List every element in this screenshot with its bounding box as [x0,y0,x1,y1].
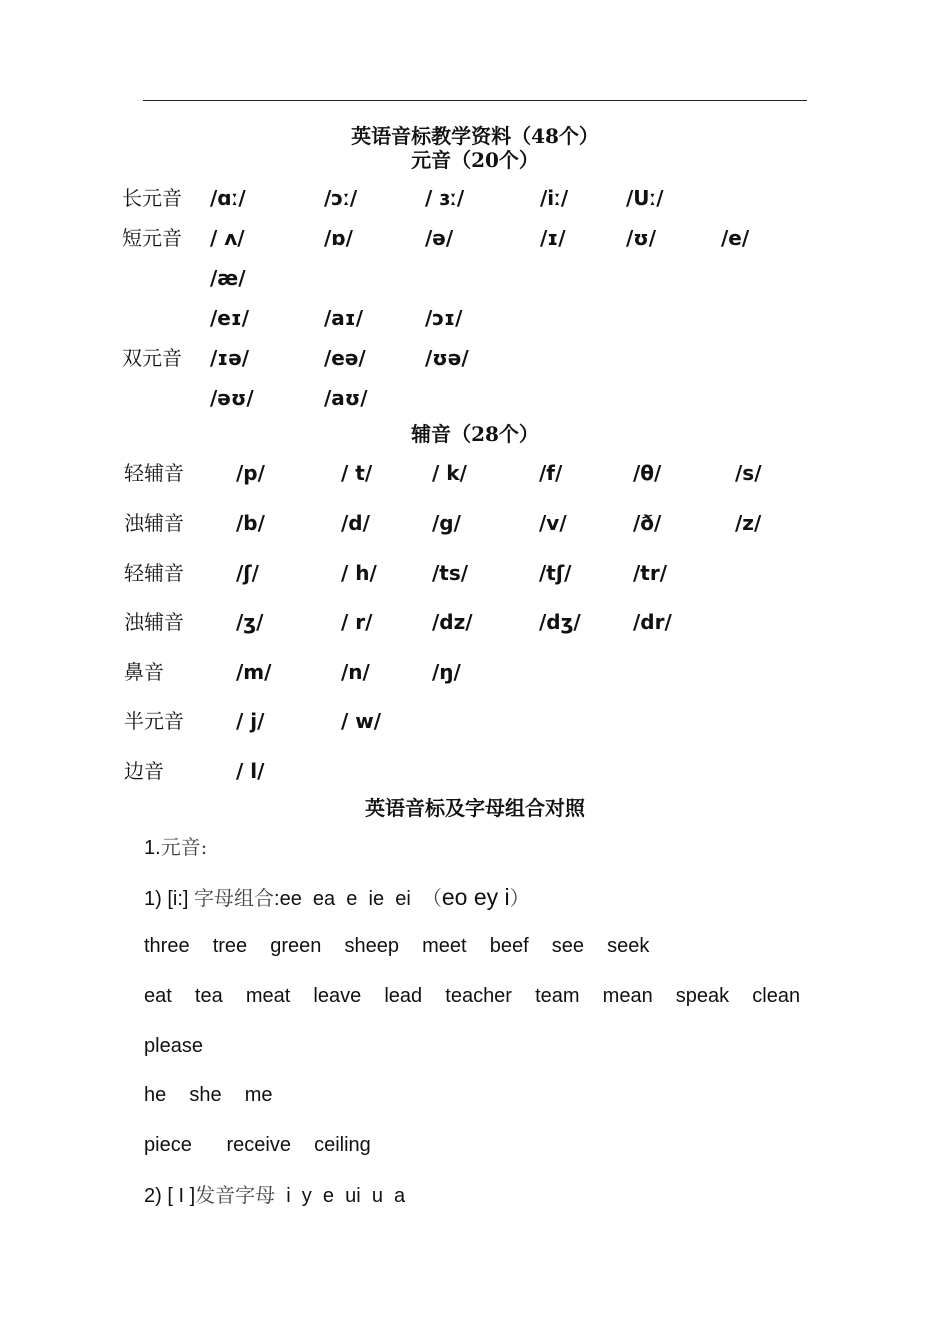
ipa-symbol: /e/ [721,226,750,250]
section-number: 1. [144,837,161,859]
ipa-symbol: /b/ [236,511,265,535]
word-line: three tree green sheep meet beef see seek [144,935,650,957]
ipa-symbol: / ɜː/ [425,186,465,210]
word-line: eat tea meat leave lead teacher team mean speak clean [144,985,801,1007]
extra-close-paren: ） [509,886,530,910]
ipa-symbol: /θ/ [633,461,662,485]
row-label: 轻辅音 [124,561,184,585]
consonant-heading: 辅音（28个） [411,422,539,446]
row-label: 半元音 [124,709,184,733]
consonant-row [0,607,950,637]
item-1-line [144,882,530,914]
ipa-symbol: /ŋ/ [432,660,461,684]
item-prefix: 2) [ I ] [144,1185,196,1207]
item-letters: :ee ea e ie ei [274,888,422,910]
ipa-symbol: /tr/ [633,561,668,585]
row-label: 短元音 [122,226,182,250]
short-vowel-row-extra [0,263,950,293]
ipa-symbol: /n/ [341,660,370,684]
diphthong-row-3 [0,383,950,413]
ipa-symbol: / w/ [341,709,382,733]
word-line: please [144,1035,203,1057]
ipa-symbol: / t/ [341,461,373,485]
row-label: 边音 [124,759,164,783]
consonant-row [0,458,950,488]
row-label: 长元音 [122,186,182,210]
ipa-symbol: /m/ [236,660,272,684]
ipa-symbol: /ʊ/ [626,226,657,250]
ipa-symbol: /aɪ/ [324,306,364,330]
ipa-symbol: /g/ [432,511,461,535]
ipa-symbol: /z/ [735,511,762,535]
consonant-row [0,558,950,588]
extra-open-paren: （ [421,886,442,910]
ipa-symbol: /iː/ [540,186,569,210]
row-label: 双元音 [122,346,182,370]
ipa-symbol: /æ/ [210,266,246,290]
section-label: 元音: [160,835,208,859]
row-label: 鼻音 [124,660,164,684]
ipa-symbol: /dr/ [633,610,672,634]
row-label: 浊辅音 [124,511,184,535]
ipa-symbol: /aʊ/ [324,386,368,410]
ipa-symbol: /ɑː/ [210,186,246,210]
ipa-symbol: /dz/ [432,610,473,634]
short-vowel-row [0,223,950,253]
ipa-symbol: /Uː/ [626,186,664,210]
item-letters: i y e ui u a [275,1185,406,1207]
ipa-symbol: / ʌ/ [210,226,245,250]
ipa-symbol: / r/ [341,610,373,634]
item-2-line [144,1180,405,1211]
item-zh-label: 发音字母 [195,1183,276,1207]
ipa-symbol: /eɪ/ [210,306,250,330]
ipa-symbol: /ɔɪ/ [425,306,463,330]
ipa-symbol: /ʃ/ [236,561,259,585]
ipa-symbol: /ts/ [432,561,469,585]
ipa-symbol: / l/ [236,759,265,783]
page-title: 英语音标教学资料（48个） [351,124,599,148]
ipa-symbol: /ð/ [633,511,662,535]
vowel-heading: 元音（20个） [411,148,539,172]
ipa-symbol: /dʒ/ [539,610,581,634]
word-line: piece receive ceiling [144,1134,371,1156]
ipa-symbol: /s/ [735,461,762,485]
ipa-symbol: /v/ [539,511,567,535]
ipa-symbol: /ɒ/ [324,226,353,250]
long-vowel-row [0,183,950,213]
ipa-symbol: /ɔː/ [324,186,358,210]
diphthong-row-1 [0,303,950,333]
ipa-symbol: /ʒ/ [236,610,264,634]
ipa-symbol: /tʃ/ [539,561,572,585]
consonant-row [0,657,950,687]
consonant-row [0,508,950,538]
item-extra-letters: eo ey i [441,884,510,910]
ipa-symbol: / j/ [236,709,265,733]
comparison-heading: 英语音标及字母组合对照 [365,796,585,820]
ipa-symbol: /ɪ/ [540,226,566,250]
row-label: 浊辅音 [124,610,184,634]
section-title [144,832,207,863]
ipa-symbol: /f/ [539,461,563,485]
ipa-symbol: /ɪə/ [210,346,250,370]
ipa-symbol: /ə/ [425,226,454,250]
consonant-row [0,756,950,786]
row-label: 轻辅音 [124,461,184,485]
consonant-row [0,706,950,736]
ipa-symbol: /eə/ [324,346,366,370]
ipa-symbol: /ʊə/ [425,346,469,370]
ipa-symbol: /d/ [341,511,370,535]
top-rule [143,100,807,101]
ipa-symbol: / k/ [432,461,467,485]
ipa-symbol: /p/ [236,461,265,485]
item-prefix: 1) [i:] [144,888,195,910]
ipa-symbol: /əʊ/ [210,386,254,410]
item-zh-label: 字母组合 [194,886,275,910]
word-line: he she me [144,1084,273,1106]
ipa-symbol: / h/ [341,561,377,585]
diphthong-row-2 [0,343,950,373]
